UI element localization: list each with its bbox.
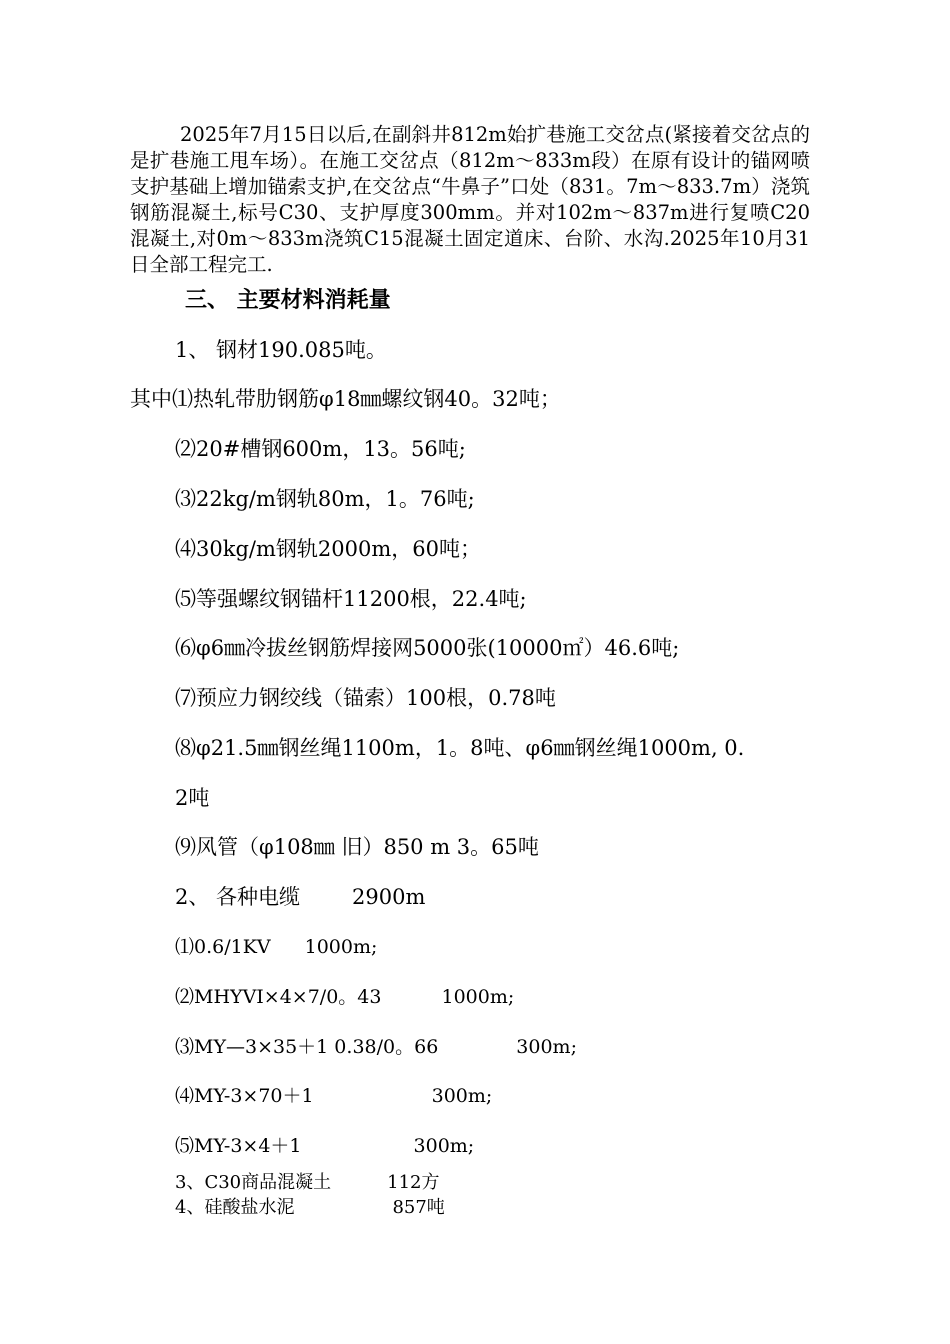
steel-title: 1、 钢材190.085吨。 xyxy=(175,338,387,362)
steel-item-2: ⑵20#槽钢600m，13。56吨; xyxy=(175,437,466,461)
cable-title-row xyxy=(175,879,425,915)
cable-length: 1000m; xyxy=(441,986,515,1008)
steel-item-3: ⑶22kg/m钢轨80m，1。76吨; xyxy=(175,487,475,511)
steel-item-1: 其中⑴热轧带肋钢筋φ18㎜螺纹钢40。32吨； xyxy=(130,387,561,411)
cable-spec: ⑶MY—3×35＋1 0.38/0。66 xyxy=(175,1036,439,1058)
cable-length: 300m; xyxy=(431,1085,493,1107)
steel-item-5: ⑸等强螺纹钢锚杆11200根，22.4吨; xyxy=(175,587,527,611)
section-heading: 三、 主要材料消耗量 xyxy=(185,287,391,313)
cable-spec: ⑷MY-3×70＋1 xyxy=(175,1085,314,1107)
cable-item-4 xyxy=(175,1081,492,1111)
cable-spec: ⑵MHYVI×4×7/0。43 xyxy=(175,986,382,1008)
cable-item-1 xyxy=(175,932,377,962)
cable-item-5 xyxy=(175,1131,474,1161)
cable-length: 300m; xyxy=(516,1036,577,1058)
cable-length: 1000m; xyxy=(304,936,378,958)
concrete-label: 3、C30商品混凝土 xyxy=(175,1172,332,1193)
concrete-row xyxy=(175,1170,440,1196)
steel-item-8: ⑻φ21.5㎜钢丝绳1100m，1。8吨、φ6㎜钢丝绳1000m, 0. xyxy=(175,736,745,760)
cable-item-2 xyxy=(175,982,514,1012)
cable-title: 2、 各种电缆 xyxy=(175,885,301,909)
steel-item-7: ⑺预应力钢绞线（锚索）100根，0.78吨 xyxy=(175,686,556,710)
cement-label: 4、硅酸盐水泥 xyxy=(175,1197,295,1218)
cable-length: 300m; xyxy=(413,1135,475,1157)
steel-item-8-cont: 2吨 xyxy=(175,786,210,810)
cable-spec: ⑴0.6/1KV xyxy=(175,936,271,958)
steel-item-6: ⑹φ6㎜冷拔丝钢筋焊接网5000张(10000㎡）46.6吨; xyxy=(175,636,680,660)
steel-item-4: ⑷30kg/m钢轨2000m，60吨； xyxy=(175,537,481,561)
concrete-amount: 112方 xyxy=(387,1172,440,1193)
cement-amount: 857吨 xyxy=(392,1197,445,1218)
cement-row xyxy=(175,1195,445,1221)
cable-item-3 xyxy=(175,1032,577,1062)
cable-spec: ⑸MY-3×4＋1 xyxy=(175,1135,302,1157)
steel-item-9: ⑼风管（φ108㎜ 旧）850 m 3。65吨 xyxy=(175,835,539,859)
intro-paragraph: 2025年7月15日以后,在副斜井812m始扩巷施工交岔点(紧接着交岔点的是扩巷施工甩车场）。在施工交岔点（812m～833m段）在原有设计的锚网喷支护基础上增加锚索支护,在交岔点“牛鼻子”口处（831。7m～833.7m）浇筑钢筋混凝土,标号C30、支护厚度300mm。并对102m～837m进行复喷C20混凝土,对0m～833m浇筑C15混凝土固定道床、台阶、水沟.2025年10月31日全部工程完工. xyxy=(130,123,810,276)
cable-total: 2900m xyxy=(352,885,426,909)
